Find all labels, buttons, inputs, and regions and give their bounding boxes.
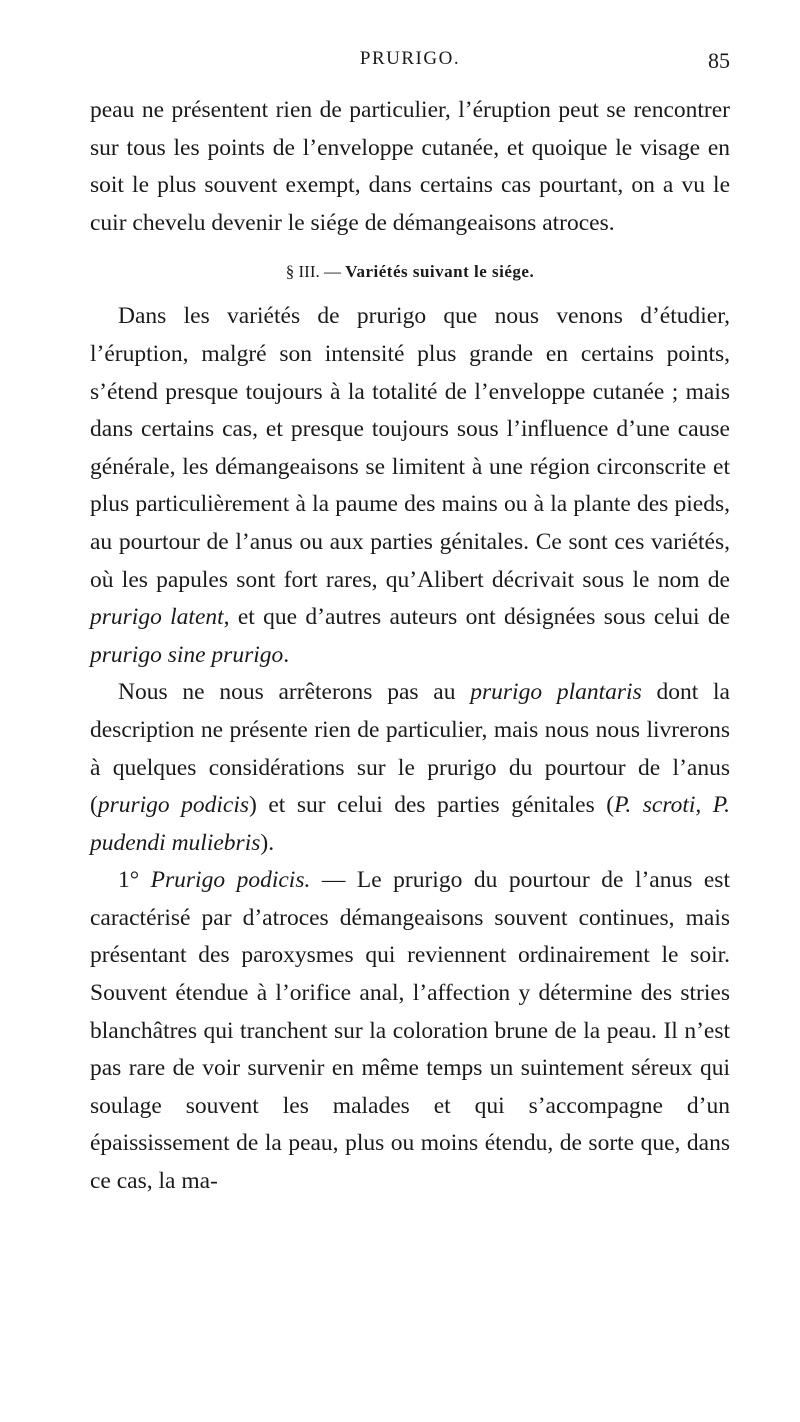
term-prurigo-latent: prurigo latent: [90, 604, 224, 631]
paragraph-2-text-1: Dans les variétés de prurigo que nous venons d’étudier, l’éruption, malgré son intensité plus grande en certains points, s’étend presque toujours à la totalité de l’enveloppe cutanée ; mais dans certains cas, et presque toujours sous l’influence d’une cause générale, les démangeaisons se limitent à une région circonscrite et plus particulièrement à la paume des mains ou à la plante des pieds, au pourtour de l’anus ou aux parties génitales. Ce sont ces variétés, où les papules sont fort rares, qu’Alibert décrivait sous le nom de: [90, 303, 730, 593]
term-prurigo-podicis: prurigo podicis: [97, 792, 250, 819]
paragraph-2-text-3: .: [283, 641, 290, 668]
paragraph-3-text-2: dont la description ne présente rien de particulier, mais nous nous livrerons à quelques considérations sur le prurigo du pourtour de l’anus (: [90, 679, 730, 819]
paragraph-3-text-1: Nous ne nous arrêterons pas au: [118, 679, 471, 706]
section-number: § III. —: [285, 262, 346, 282]
running-head: [90, 48, 730, 80]
paragraph-3-text-3: ) et sur celui des parties génitales (: [249, 792, 615, 819]
paragraph-3: [90, 674, 730, 862]
body-text: [90, 92, 730, 1201]
page-number: 85: [708, 48, 730, 73]
term-prurigo-plantaris: prurigo plantaris: [470, 679, 642, 706]
paragraph-4: [90, 862, 730, 1200]
term-prurigo-sine-prurigo: prurigo sine prurigo: [90, 641, 284, 668]
section-heading: [90, 258, 730, 286]
paragraph-2: [90, 298, 730, 674]
paragraph-4-text-1: 1°: [118, 867, 151, 894]
paragraph-4-text-2: — Le prurigo du pourtour de l’anus est caractérisé par d’atroces démangeaisons souvent continues, mais présentant des paroxysmes qui reviennent ordinairement le soir. Souvent étendue à l’orifice anal, l’affection y détermine des stries blanchâtres qui tranchent sur la coloration brune de la peau. Il n’est pas rare de voir survenir en même temps un suintement séreux qui soulage souvent les malades et qui s’accompagne d’un épaississement de la peau, plus ou moins étendu, de sorte que, dans ce cas, la ma-: [90, 867, 730, 1195]
paragraph-3-text-4: ).: [260, 829, 275, 856]
paragraph-1: peau ne présentent rien de particulier, l’éruption peut se rencontrer sur tous les points de l’enveloppe cutanée, et quoique le visage en soit le plus souvent exempt, dans certains cas pourtant, on a vu le cuir chevelu devenir le siége de démangeaisons atroces.: [90, 97, 730, 236]
term-p-scroti: P. scroti, P. pudendi muliebris: [90, 792, 730, 856]
running-head-title: PRURIGO.: [359, 48, 461, 69]
paragraph-2-text-2: , et que d’autres auteurs ont désignées sous celui de: [223, 604, 730, 631]
section-title: Variétés suivant le siége.: [345, 262, 535, 282]
subheading-prurigo-podicis: Prurigo podicis.: [150, 867, 311, 894]
